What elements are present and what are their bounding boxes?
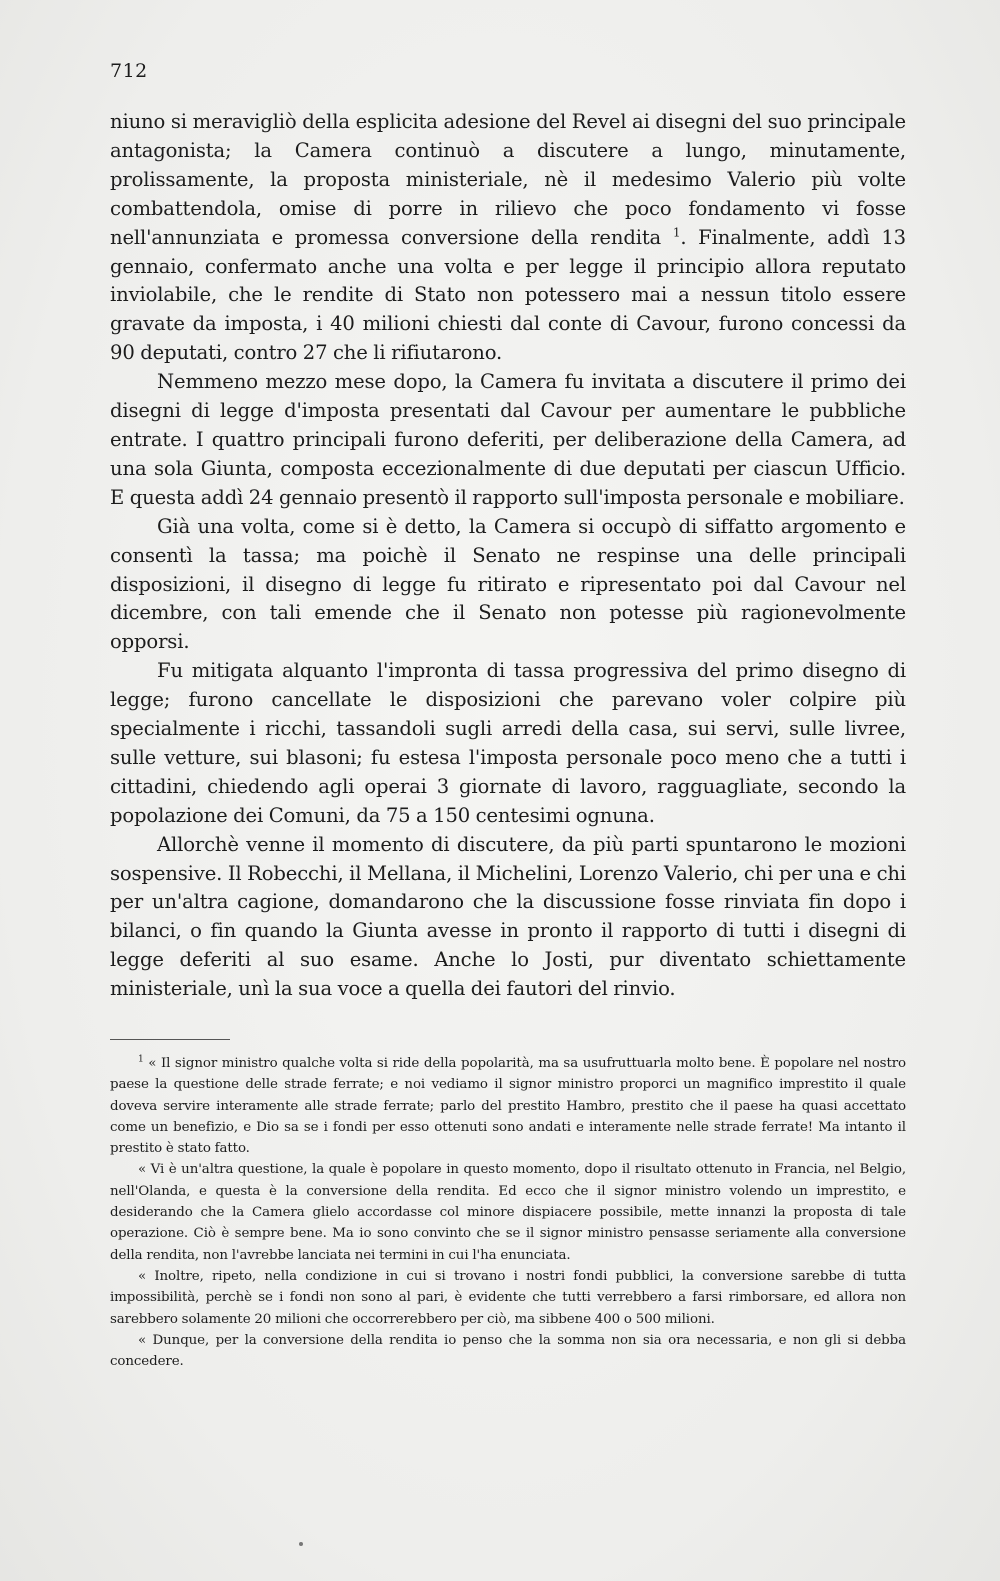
footnote-text: « Il signor ministro qualche volta si ride della popolarità, ma sa usufruttuarla molto bene. È popolare nel nostro paese la questione delle strade ferrate; e noi vediamo il signor ministro proporci un magnifico imprestito il quale doveva servire interamente alle strade ferrate; parlo del prestito Hambro, prestito che il paese ha quasi accettato come un benefizio, e Dio sa se i fondi per esso ottenuti sono andati e interamente nelle strade ferrate! Ma intanto il prestito è stato fatto. xyxy=(110,1056,906,1157)
paragraph-4: Fu mitigata alquanto l'impronta di tassa progressiva del primo disegno di legge; furono cancellate le disposizioni che parevano voler colpire più specialmente i ricchi, tassandoli sugli arredi della casa, sui servi, sulle livree, sulle vetture, sui blasoni; fu estesa l'imposta personale poco meno che a tutti i cittadini, chiedendo agli operai 3 giornate di lavoro, ragguagliate, secondo la popolazione dei Comuni, da 75 a 150 centesimi ognuna. xyxy=(110,659,906,827)
footnote-1-continued: « Inoltre, ripeto, nella condizione in cui si trovano i nostri fondi pubblici, la conversione sarebbe di tutta impossibilità, perchè se i fondi non sono al pari, è evidente che tutti verrebbero a farsi rimborsare, ed allora non sarebbero solamente 20 milioni che occorrerebbero per ciò, ma sibbene 400 o 500 milioni. xyxy=(110,1268,906,1327)
paragraph-text: niuno si meravigliò della esplicita adesione del Revel ai disegni del suo principale antagonista; la Camera continuò a discutere a lungo, minutamente, prolissamente, la proposta ministeriale, nè il medesimo Valerio più volte combattendola, omise di porre in rilievo che poco fondamento vi fosse nell'annunziata e promessa conversione della rendita xyxy=(110,110,906,249)
footnote-reference: 1 xyxy=(672,225,681,240)
main-text xyxy=(110,108,906,1004)
page-number: 712 xyxy=(110,60,148,82)
footnotes xyxy=(110,1053,906,1372)
footnote-1-continued: « Dunque, per la conversione della rendita io penso che la somma non sia ora necessaria, e non gli si debba concedere. xyxy=(110,1332,906,1370)
paragraph-2: Nemmeno mezzo mese dopo, la Camera fu invitata a discutere il primo dei disegni di legge d'imposta presentati dal Cavour per aumentare le pubbliche entrate. I quattro principali furono deferiti, per deliberazione della Camera, ad una sola Giunta, composta eccezionalmente di due deputati per ciascun Ufficio. E questa addì 24 gennaio presentò il rapporto sull'imposta personale e mobiliare. xyxy=(110,370,906,509)
footnote-mark: 1 xyxy=(138,1054,144,1065)
paragraph-text-continued: . Finalmente, addì 13 gennaio, confermato anche una volta e per legge il principio allora reputato inviolabile, che le rendite di Stato non potessero mai a nessun titolo essere gravate da imposta, i 40 milioni chiesti dal conte di Cavour, furono concessi da 90 deputati, contro 27 che li rifiutarono. xyxy=(110,225,906,365)
paragraph-1 xyxy=(110,108,906,368)
footnote-1 xyxy=(110,1053,906,1159)
paragraph-5: Allorchè venne il momento di discutere, da più parti spuntarono le mozioni sospensive. Il Robecchi, il Mellana, il Michelini, Lorenzo Valerio, chi per una e chi per un'altra cagione, domandarono che la discussione fosse rinviata fin dopo i bilanci, o fin quando la Giunta avesse in pronto il rapporto di tutti i disegni di legge deferiti al suo esame. Anche lo Josti, pur diventato schiettamente ministeriale, unì la sua voce a quella dei fautori del rinvio. xyxy=(110,832,906,1001)
footnote-1-continued: « Vi è un'altra questione, la quale è popolare in questo momento, dopo il risultato ottenuto in Francia, nel Belgio, nell'Olanda, e questa è la conversione della rendita. Ed ecco che il signor ministro volendo un imprestito, e desiderando che la Camera glielo accordasse col minore dispiacere possibile, mette innanzi la proposta di tale operazione. Ciò è sempre bene. Ma io sono convinto che se il signor ministro pensasse seriamente alla conversione della rendita, non l'avrebbe lanciata nei termini in cui l'ha enunciata. xyxy=(110,1162,906,1263)
paragraph-3: Già una volta, come si è detto, la Camera si occupò di siffatto argomento e consentì la tassa; ma poichè il Senato ne respinse una delle principali disposizioni, il disegno di legge fu ritirato e ripresentato poi dal Cavour nel dicembre, con tali emende che il Senato non potesse più ragionevolmente opporsi. xyxy=(110,514,906,654)
paper-speck xyxy=(299,1542,303,1546)
footnote-divider xyxy=(110,1039,230,1040)
